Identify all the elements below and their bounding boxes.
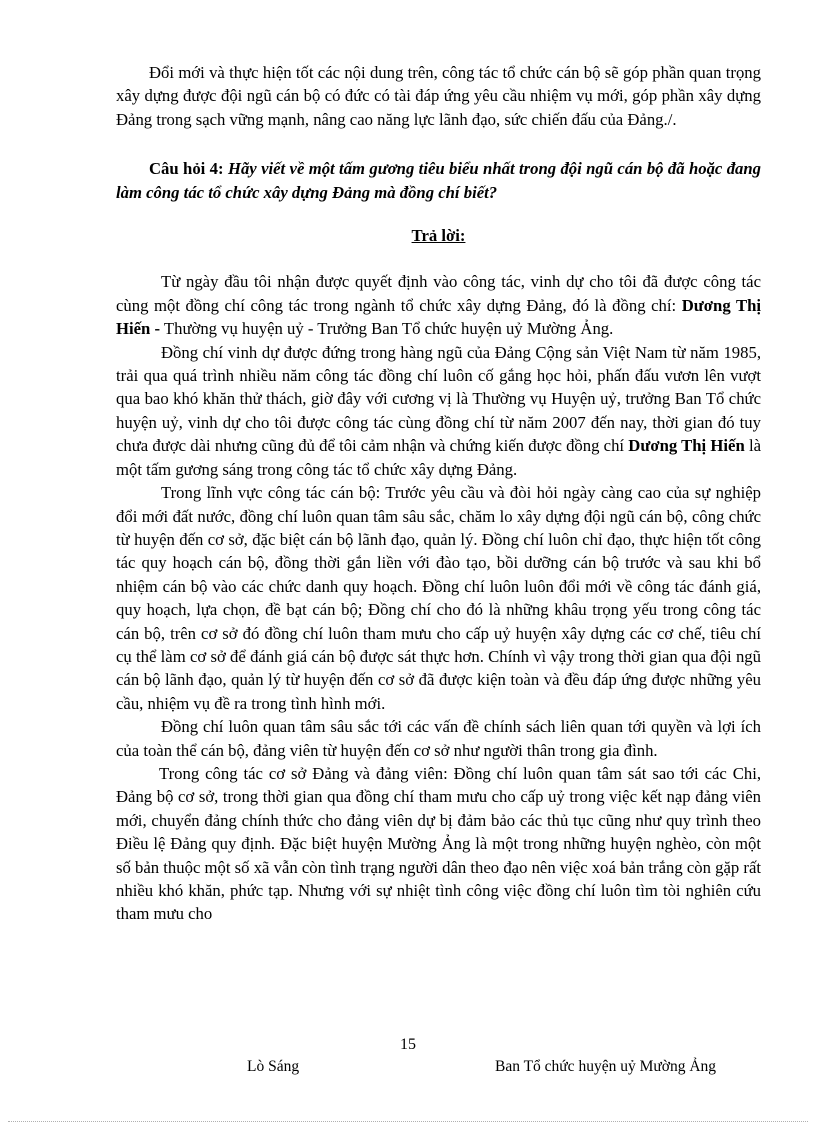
paragraph-2-start: Đồng chí vinh dự được đứng trong hàng ngũ của Đảng Cộng sản Việt Nam từ năm 1985, trải qua quá trình nhiều năm công tác đồng chí luôn cố gắng học hỏi, phấn đấu vươn lên vượt qua bao khó khăn thử thách, giờ đây với cương vị là Thường vụ Huyện uỷ, trưởng Ban Tổ chức huyện uỷ, vinh dự cho tôi được công tác cùng đồng chí từ năm 2007 đến nay, thời gian đó tuy chưa được dài nhưng cũng đủ để tôi cảm nhận và chứng kiến được đồng chí — [116, 342, 761, 456]
person-name: Dương Thị Hiến — [628, 436, 745, 456]
paragraph-2 — [116, 341, 761, 481]
answer-heading: Trả lời: — [411, 226, 466, 246]
paragraph-3: Trong lĩnh vực công tác cán bộ: Trước yêu cầu và đòi hỏi ngày càng cao của sự nghiệp đổi mới đất nước, đồng chí luôn quan tâm sâu sắc, chăm lo xây dựng đội ngũ cán bộ, công chức từ huyện đến cơ sở, đặc biệt cán bộ lãnh đạo, quản lý. Đồng chí luôn chỉ đạo, thực hiện tốt công tác quy hoạch cán bộ, đồng thời gắn liền với đào tạo, bồi dưỡng cán bộ trước và sau khi bổ nhiệm cán bộ vào các chức danh quy hoạch. Đồng chí luôn luôn đổi mới về công tác đánh giá, quy hoạch, lựa chọn, đề bạt cán bộ; Đồng chí cho đó là những khâu trọng yếu trong công tác cán bộ, trên cơ sở đó đồng chí luôn tham mưu cho cấp uỷ huyện xây dựng các cơ chế, tiêu chí cụ thể làm cơ sở để đánh giá cán bộ được sát thực hơn. Chính vì vậy trong thời gian qua đội ngũ cán bộ lãnh đạo, quản lý từ huyện đến cơ sở đã được kiện toàn và đều đáp ứng được những yêu cầu, nhiệm vụ đề ra trong tình hình mới. — [116, 483, 761, 713]
paragraph-1-start: Từ ngày đầu tôi nhận được quyết định vào công tác, vinh dự cho tôi đã được công tác cùng một đồng chí công tác trong ngành tổ chức xây dựng Đảng, đó là đồng chí: — [116, 272, 761, 315]
paragraph-1-end: Thường vụ huyện uỷ - Trưởng Ban Tổ chức huyện uỷ Mường Ảng. — [160, 319, 614, 339]
page-number: 15 — [400, 1036, 416, 1053]
paragraph-1 — [116, 270, 761, 340]
document-body — [116, 61, 761, 926]
paragraph-4: Đồng chí luôn quan tâm sâu sắc tới các vấn đề chính sách liên quan tới quyền và lợi ích của toàn thể cán bộ, đảng viên từ huyện đến cơ sở như người thân trong gia đình. — [116, 717, 761, 760]
question-text: Hãy viết về một tấm gương tiêu biểu nhất trong đội ngũ cán bộ đã hoặc đang làm công tác tổ chức xây dựng Đảng mà đồng chí biết? — [116, 159, 762, 202]
paragraph-5: Trong công tác cơ sở Đảng và đảng viên: Đồng chí luôn quan tâm sát sao tới các Chi, Đảng bộ cơ sở, trong thời gian qua đồng chí tham mưu cho cấp uỷ trong việc kết nạp đảng viên mới, chuyển đảng chính thức cho đảng viên dự bị đảm bảo các thủ tục cũng như quy trình theo Điều lệ Đảng quy định. Đặc biệt huyện Mường Ảng là một trong những huyện nghèo, còn một số bản thuộc một số xã vẫn còn tình trạng người dân theo đạo nên việc xoá bản trắng còn gặp rất nhiều khó khăn, phức tạp. Nhưng với sự nhiệt tình công việc đồng chí luôn tìm tòi nghiên cứu tham mưu cho — [116, 763, 761, 924]
intro-paragraph: Đổi mới và thực hiện tốt các nội dung trên, công tác tổ chức cán bộ sẽ góp phần quan trọng xây dựng được đội ngũ cán bộ có đức có tài đáp ứng yêu cầu nhiệm vụ mới, góp phần xây dựng Đảng trong sạch vững mạnh, nâng cao năng lực lãnh đạo, sức chiến đấu của Đảng./. — [116, 63, 761, 129]
question-label: Câu hỏi 4: — [149, 159, 228, 179]
question-4 — [116, 157, 761, 204]
page-edge-divider — [8, 1121, 808, 1122]
paragraph-2-end: là một tấm gương sáng trong công tác tổ chức xây dựng Đảng. — [116, 436, 762, 479]
footer-organization: Ban Tổ chức huyện uỷ Mường Ảng — [495, 1058, 717, 1075]
person-name: Dương Thị Hiến - — [116, 295, 761, 339]
footer-author: Lò Sáng — [247, 1058, 300, 1075]
